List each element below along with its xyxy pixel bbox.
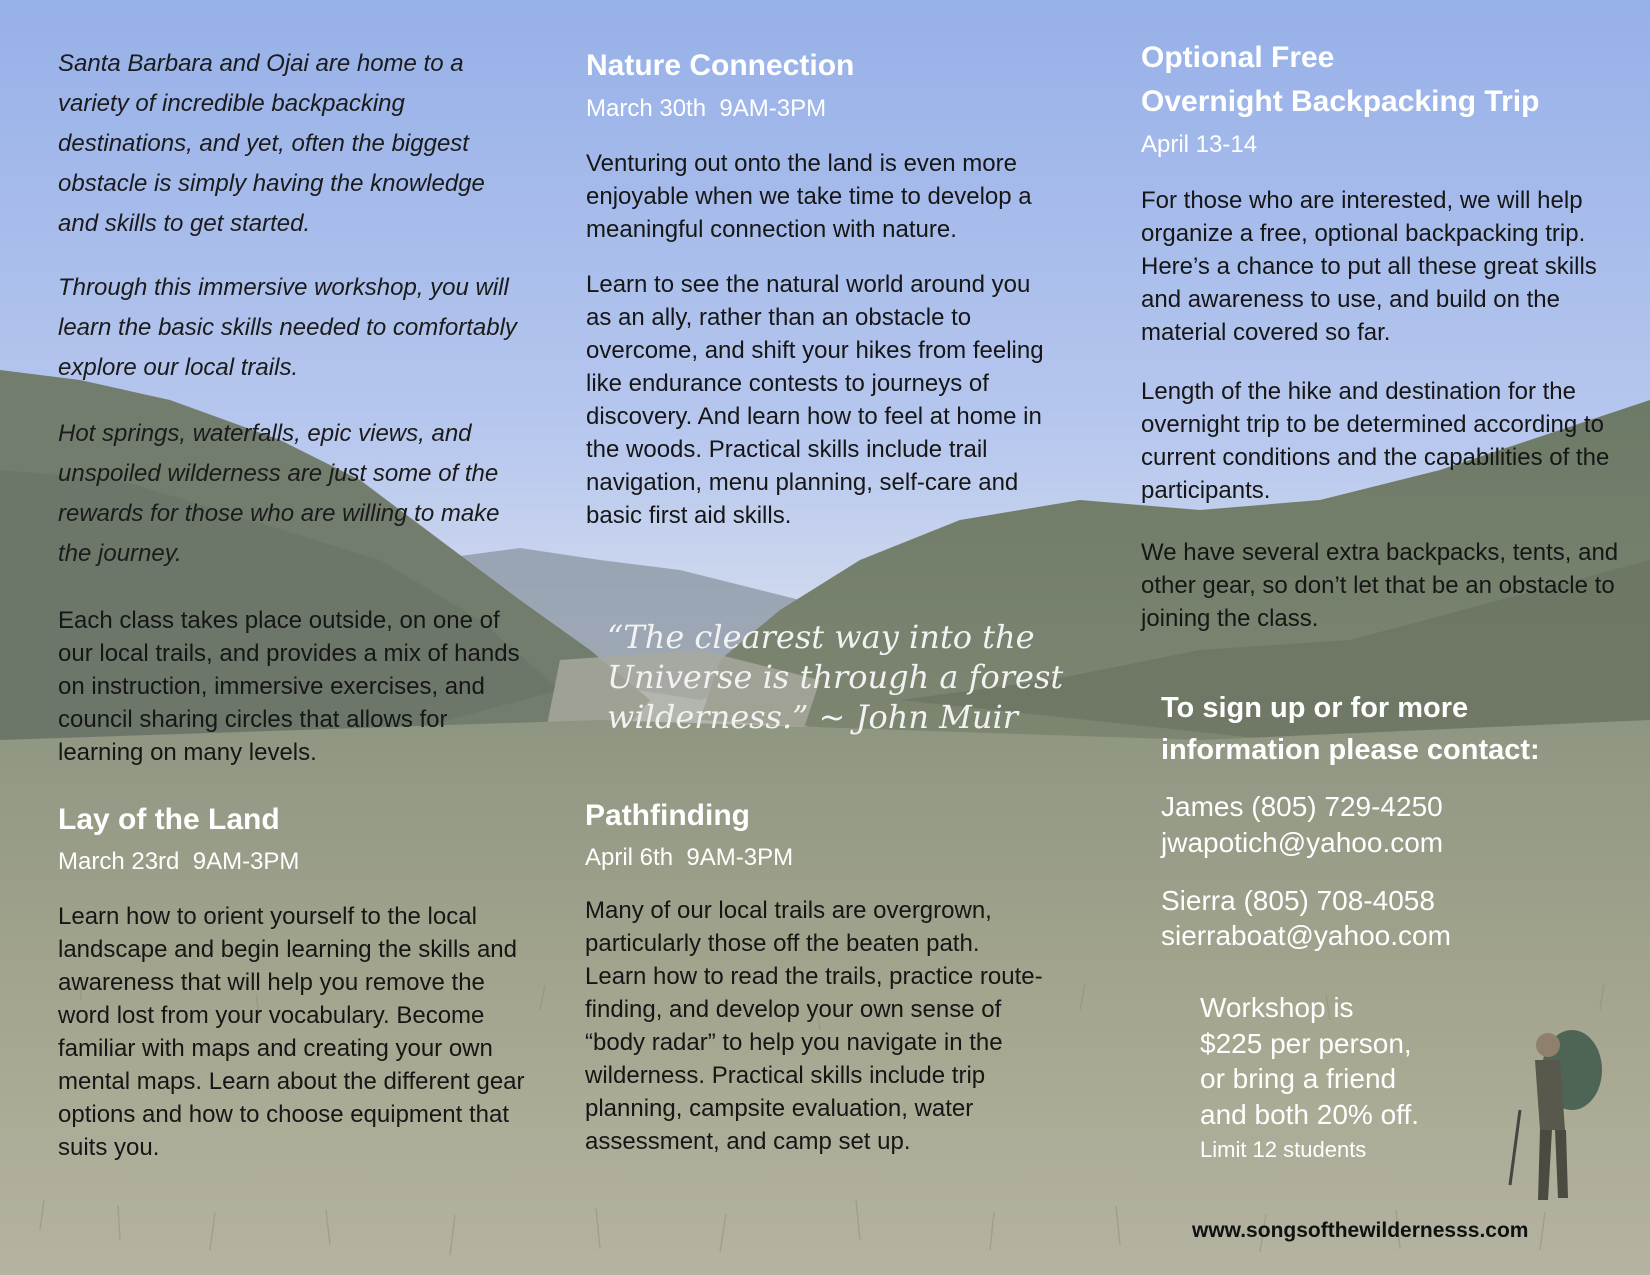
john-muir-quote: “The clearest way into the Universe is through a forest wilderness.” ~ John Muir [607, 618, 1064, 736]
class-description-lay-of-the-land: Learn how to orient yourself to the local landscape and begin learning the skills and awareness that will help you remove the word lost from your vocabulary. Become familiar with maps and creating your own mental maps. Learn about the different gear options and how to choose equipment that suits you. [58, 903, 525, 1161]
website-link[interactable]: www.songsofthewildernesss.com [1192, 1219, 1529, 1242]
trip-description-1: For those who are interested, we will help organize a free, optional backpacking trip. Here’s a chance to put all these great skills and awareness to use, and build on the material covered so far. [1141, 187, 1597, 346]
trip-date: April 13-14 [1141, 131, 1258, 158]
pricing-line-4: and both 20% off. [1200, 1099, 1419, 1130]
intro-paragraph-4: Each class takes place outside, on one of our local trails, and provides a mix of hands on instruction, immersive exercises, and council sharing circles that allows for learning on many levels. [58, 607, 520, 766]
trip-title-line-2: Overnight Backpacking Trip [1141, 85, 1540, 118]
class-description-pathfinding: Many of our local trails are overgrown, particularly those off the beaten path. Learn how to read the trails, practice route-finding, and develop your own sense of “body radar” to help you navigate in the wilderness. Practical skills include trip planning, campsite evaluation, water assessment, and camp set up. [585, 897, 1043, 1155]
contact-james-phone: James (805) 729-4250 [1161, 791, 1443, 822]
trip-title-line-1: Optional Free [1141, 41, 1335, 74]
intro-paragraph-3: Hot springs, waterfalls, epic views, and unspoiled wilderness are just some of the rewards for those who are willing to make the journey. [58, 420, 500, 567]
contact-sierra-email[interactable]: sierraboat@yahoo.com [1161, 920, 1451, 951]
class-description-nature-connection-2: Learn to see the natural world around you as an ally, rather than an obstacle to overcome, and shift your hikes from feeling like endurance contests to journeys of discovery. And learn how to feel at home in the woods. Practical skills include trail navigation, menu planning, self-care and basic first aid skills. [586, 271, 1044, 529]
pricing-line-2: $225 per person, [1200, 1028, 1412, 1059]
intro-paragraph-1: Santa Barbara and Ojai are home to a variety of incredible backpacking destinations, and yet, often the biggest obstacle is simply having the knowledge and skills to get started. [58, 50, 485, 237]
contact-heading: To sign up or for more information please contact: [1161, 692, 1540, 766]
trip-description-3: We have several extra backpacks, tents, and other gear, so don’t let that be an obstacle to joining the class. [1141, 539, 1619, 632]
class-title-pathfinding: Pathfinding [585, 799, 750, 832]
intro-paragraph-2: Through this immersive workshop, you will learn the basic skills needed to comfortably explore our local trails. [58, 274, 517, 381]
class-date-pathfinding: April 6th 9AM-3PM [585, 844, 794, 871]
class-title-nature-connection: Nature Connection [586, 49, 855, 82]
student-limit: Limit 12 students [1200, 1137, 1367, 1162]
trip-description-2: Length of the hike and destination for the overnight trip to be determined according to current conditions and the capabilities of the participants. [1141, 378, 1610, 504]
contact-sierra-phone: Sierra (805) 708-4058 [1161, 885, 1435, 916]
class-date-lay-of-the-land: March 23rd 9AM-3PM [58, 848, 300, 875]
pricing-line-1: Workshop is [1200, 992, 1354, 1023]
pricing-line-3: or bring a friend [1200, 1063, 1397, 1094]
class-title-lay-of-the-land: Lay of the Land [58, 803, 280, 836]
class-date-nature-connection: March 30th 9AM-3PM [586, 95, 827, 122]
class-description-nature-connection-1: Venturing out onto the land is even more enjoyable when we take time to develop a meaningful connection with nature. [586, 150, 1032, 243]
contact-james-email[interactable]: jwapotich@yahoo.com [1161, 827, 1444, 858]
